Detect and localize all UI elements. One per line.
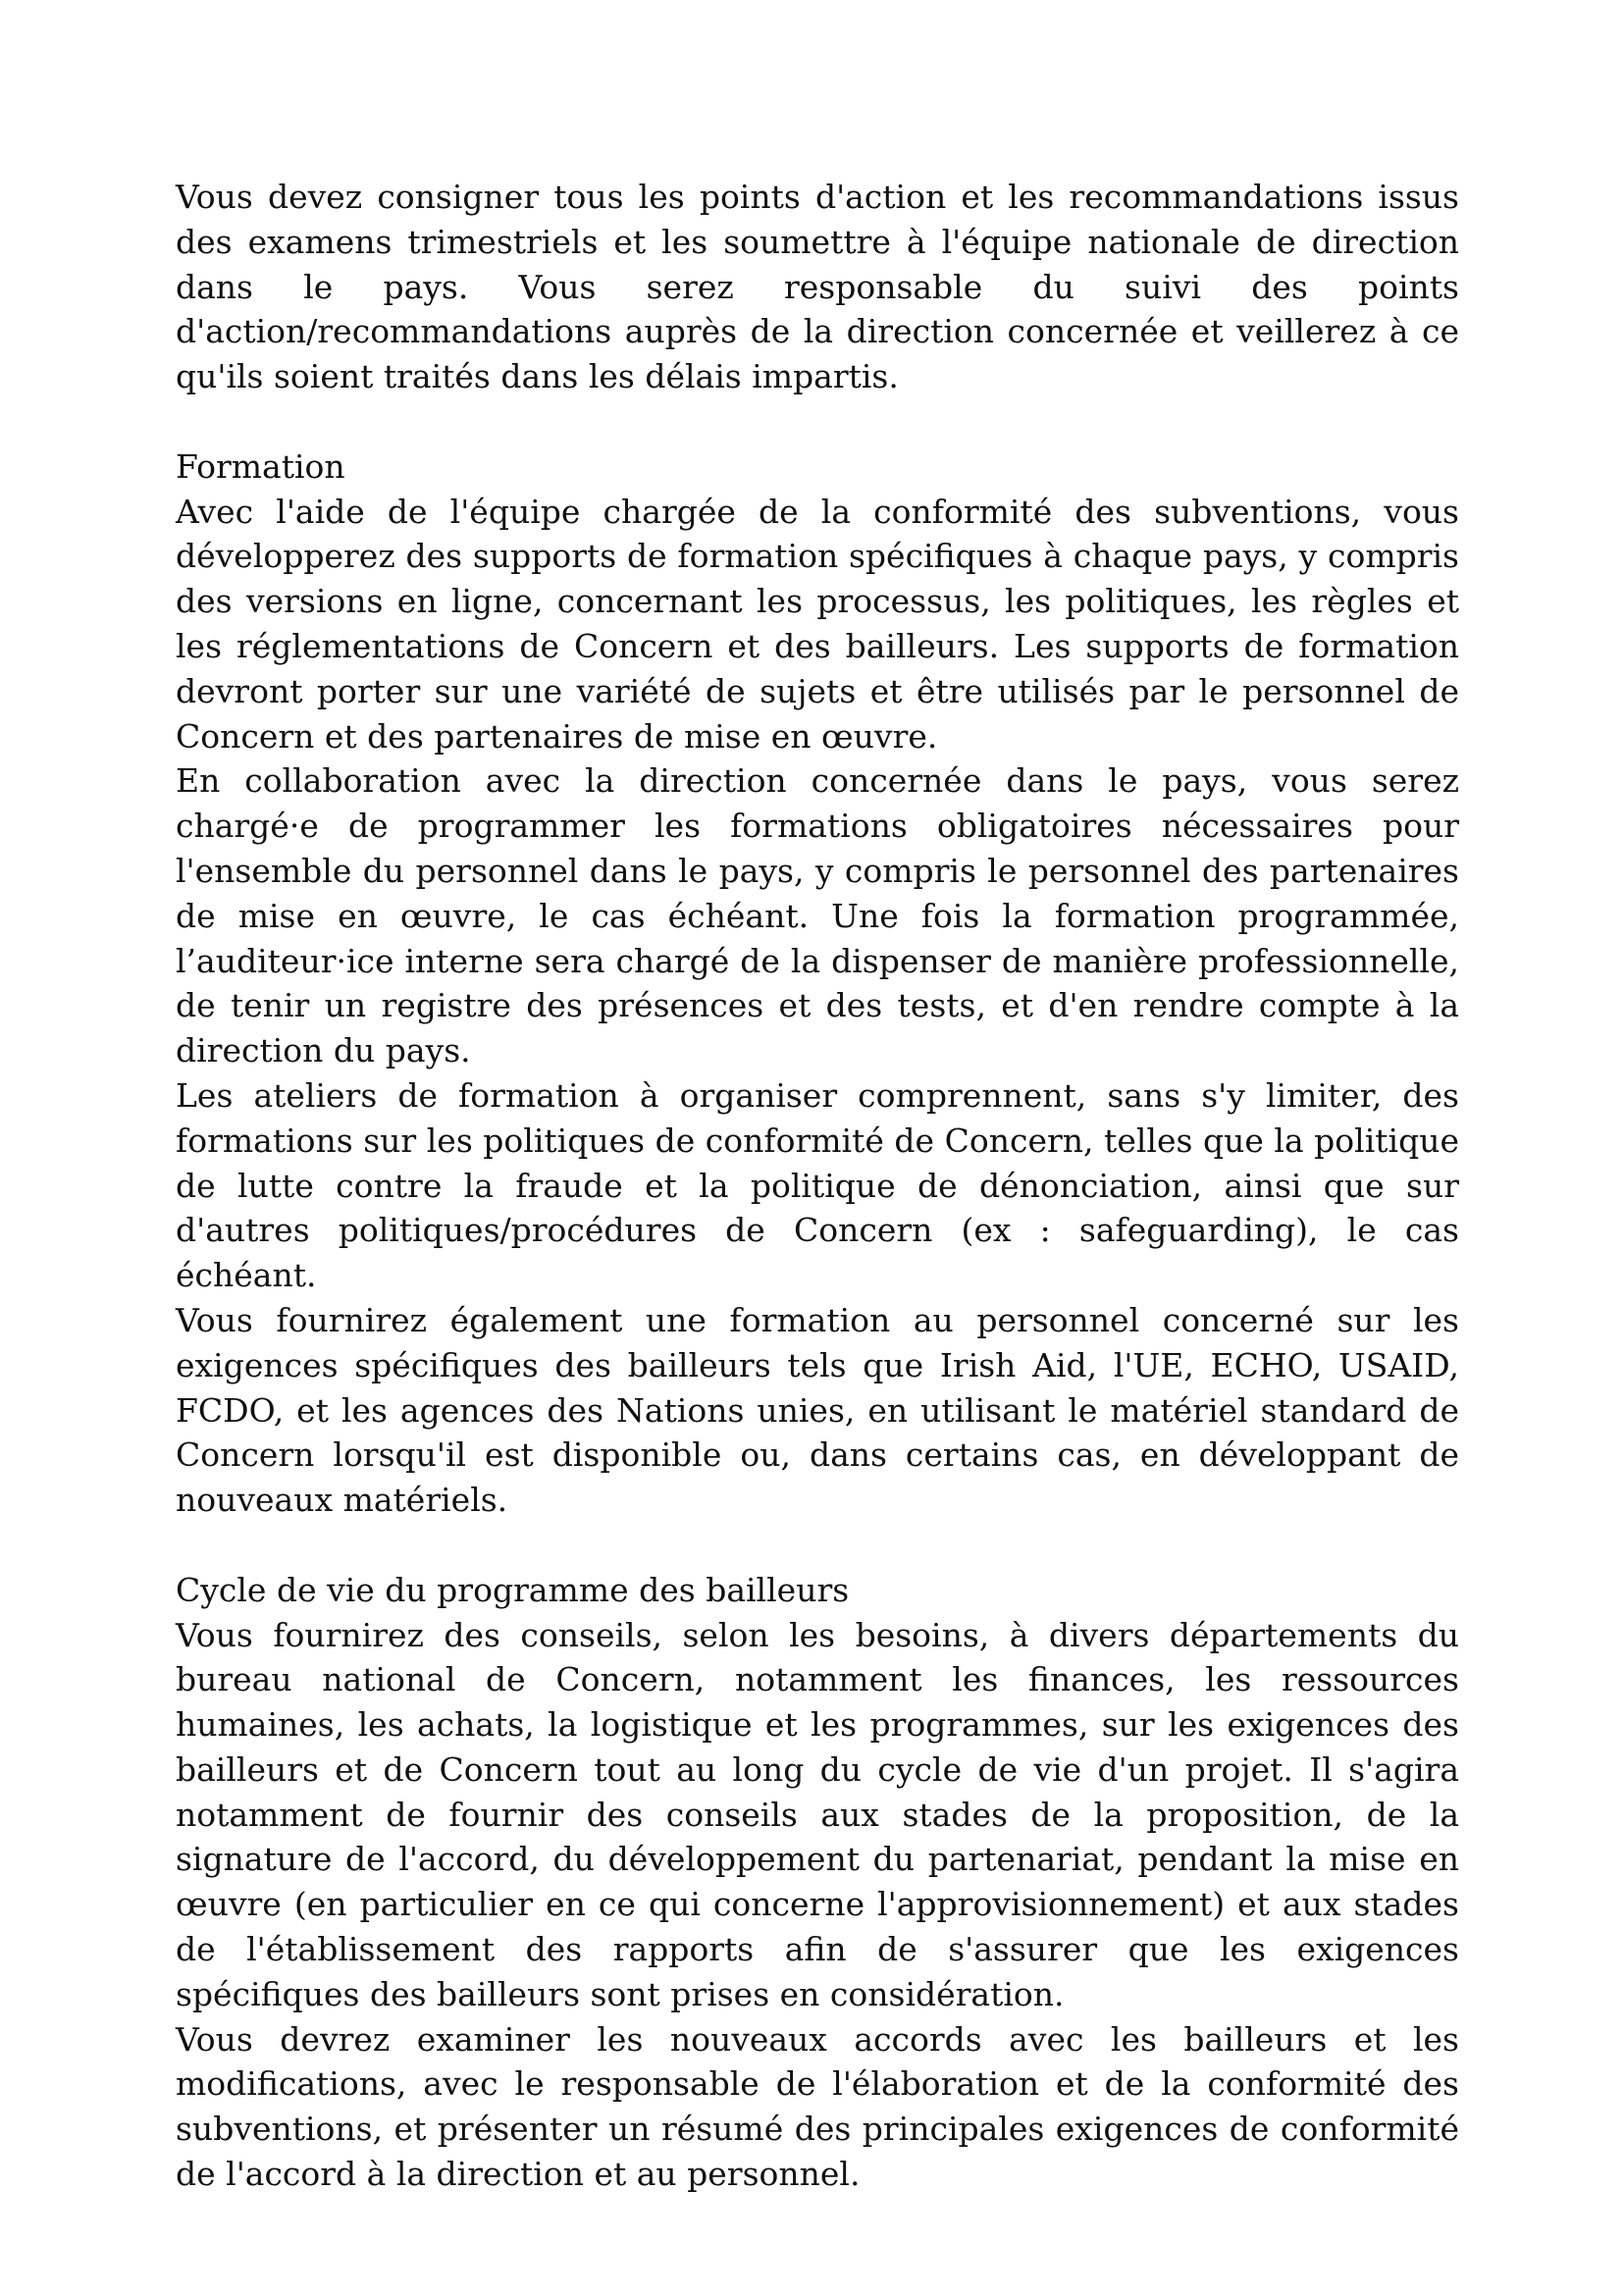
intro-paragraph: Vous devez consigner tous les points d'action et les recommandations issus des examens trimestriels et les soumettre à l'équipe nationale de direction dans le pays. Vous serez responsable du suivi des points d'action/recommandations auprès de la direction concernée et veillerez à ce qu'ils soient traités dans les délais impartis. (176, 178, 1459, 396)
formation-paragraph-4: Vous fournirez également une formation au personnel concerné sur les exigences spécifiques des bailleurs tels que Irish Aid, l'UE, ECHO, USAID, FCDO, et les agences des Nations unies, en utilisant le matériel standard de Concern lorsqu'il est disponible ou, dans certains cas, en développant de nouveaux matériels. (176, 1300, 1459, 1520)
formation-paragraph-1: Avec l'aide de l'équipe chargée de la conformité des subventions, vous développerez des supports de formation spécifiques à chaque pays, y compris des versions en ligne, concernant les processus, les politiques, les règles et les réglementations de Concern et des bailleurs. Les supports de formation devront porter sur une variété de sujets et être utilisés par le personnel de Concern et des partenaires de mise en œuvre. (176, 492, 1459, 756)
formation-paragraph-3: Les ateliers de formation à organiser comprennent, sans s'y limiter, des formations sur les politiques de conformité de Concern, telles que la politique de lutte contre la fraude et la politique de dénonciation, ainsi que sur d'autres politiques/procédures de Concern (ex : safeguarding), le cas échéant. (176, 1075, 1459, 1295)
section-spacer (176, 1523, 1459, 1568)
section-heading-cycle: Cycle de vie du programme des bailleurs (176, 1570, 850, 1609)
cycle-paragraph-1: Vous fournirez des conseils, selon les besoins, à divers départements du bureau national de Concern, notamment les finances, les ressources humaines, les achats, la logistique et les programmes, sur les exigences des bailleurs et de Concern tout au long du cycle de vie d'un projet. Il s'agira notamment de fournir des conseils aux stades de la proposition, de la signature de l'accord, du développement du partenariat, pendant la mise en œuvre (en particulier en ce qui concerne l'approvisionnement) et aux stades de l'établissement des rapports afin de s'assurer que les exigences spécifiques des bailleurs sont prises en considération. (176, 1615, 1459, 2013)
section-spacer (176, 399, 1459, 444)
cycle-paragraph-2: Vous devrez examiner les nouveaux accords avec les bailleurs et les modifications, avec le responsable de l'élaboration et de la conformité des subventions, et présenter un résumé des principales exigences de conformité de l'accord à la direction et au personnel. (176, 2019, 1459, 2194)
document-page (176, 175, 1459, 2197)
formation-paragraph-2: En collaboration avec la direction concernée dans le pays, vous serez chargé·e de programmer les formations obligatoires nécessaires pour l'ensemble du personnel dans le pays, y compris le personnel des partenaires de mise en œuvre, le cas échéant. Une fois la formation programmée, l’auditeur·ice interne sera chargé de la dispenser de manière professionnelle, de tenir un registre des présences et des tests, et d'en rendre compte à la direction du pays. (176, 761, 1459, 1070)
section-heading-formation: Formation (176, 446, 345, 486)
